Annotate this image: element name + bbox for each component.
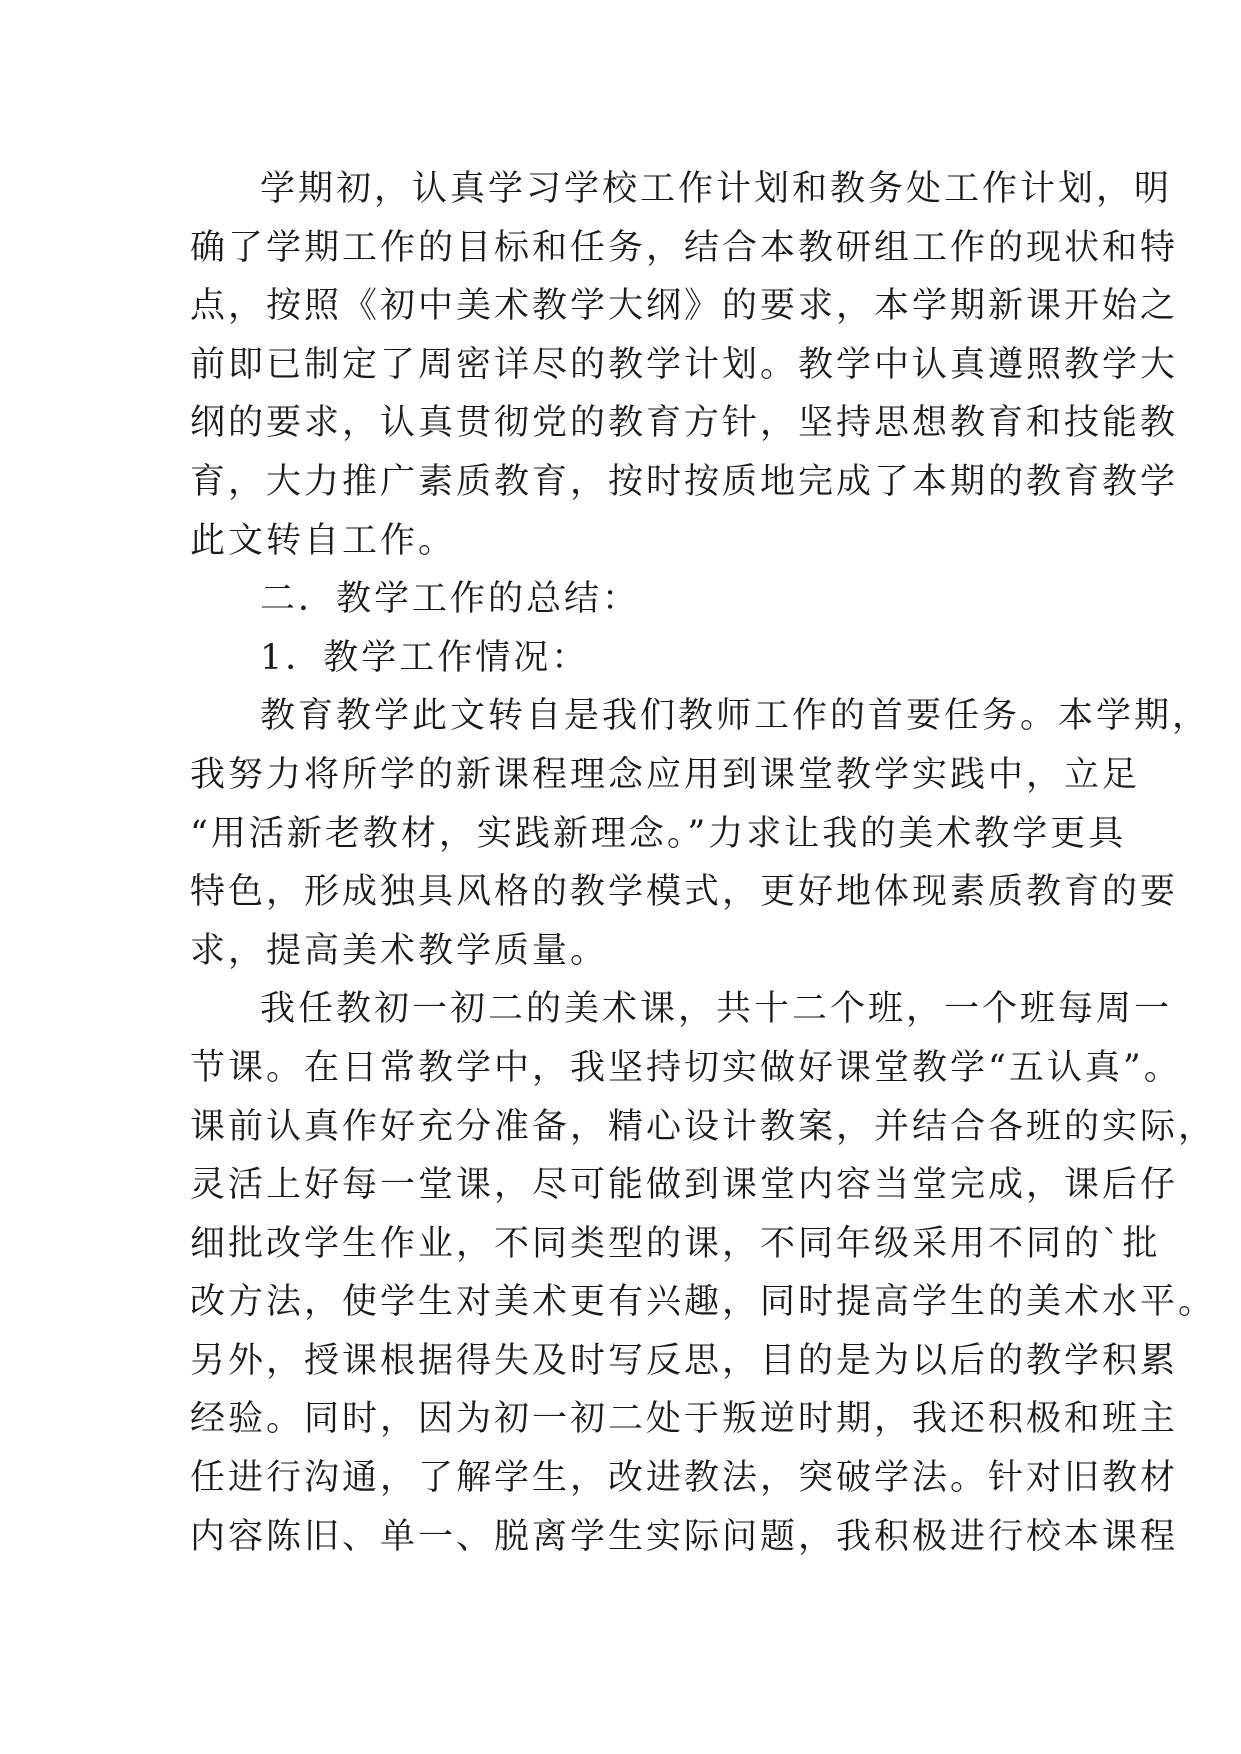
text-line: 确了学期工作的目标和任务，结合本教研组工作的现状和特 bbox=[190, 227, 1179, 268]
document-body bbox=[190, 160, 1217, 1566]
subsection-heading: 1．教学工作情况： bbox=[260, 637, 590, 678]
text-line: 点，按照《初中美术教学大纲》的要求，本学期新课开始之 bbox=[190, 286, 1179, 327]
section-heading: 二．教学工作的总结： bbox=[260, 579, 641, 620]
text-line: 课前认真作好充分准备，精心设计教案，并结合各班的实际， bbox=[190, 1106, 1217, 1147]
text-line: 纲的要求，认真贯彻党的教育方针，坚持思想教育和技能教 bbox=[190, 403, 1179, 444]
text-line: 内容陈旧、单一、脱离学生实际问题，我积极进行校本课程 bbox=[190, 1516, 1179, 1557]
text-line: 学期初，认真学习学校工作计划和教务处工作计划，明 bbox=[260, 169, 1173, 209]
text-line: 前即已制定了周密详尽的教学计划。教学中认真遵照教学大 bbox=[190, 344, 1179, 385]
text-line: 任进行沟通，了解学生，改进教法，突破学法。针对旧教材 bbox=[190, 1458, 1179, 1499]
text-line: 教育教学此文转自是我们教师工作的首要任务。本学期， bbox=[260, 696, 1211, 737]
text-line: 另外，授课根据得失及时写反思，目的是为以后的教学积累 bbox=[190, 1340, 1179, 1381]
text-line: “用活新老教材，实践新理念。”力求让我的美术教学更具 bbox=[190, 813, 1127, 854]
text-line: 我努力将所学的新课程理念应用到课堂教学实践中，立足 bbox=[190, 754, 1141, 795]
text-line: 育，大力推广素质教育，按时按质地完成了本期的教育教学 bbox=[190, 461, 1179, 502]
text-line: 经验。同时，因为初一初二处于叛逆时期，我还积极和班主 bbox=[190, 1399, 1179, 1440]
text-line: 细批改学生作业，不同类型的课，不同年级采用不同的`批 bbox=[190, 1223, 1161, 1264]
text-line: 改方法，使学生对美术更有兴趣，同时提高学生的美术水平。 bbox=[190, 1282, 1217, 1323]
text-line: 特色，形成独具风格的教学模式，更好地体现素质教育的要 bbox=[190, 872, 1179, 913]
text-line: 节课。在日常教学中，我坚持切实做好课堂教学“五认真”。 bbox=[190, 1047, 1182, 1088]
text-line: 灵活上好每一堂课，尽可能做到课堂内容当堂完成，课后仔 bbox=[190, 1165, 1179, 1206]
text-line: 求，提高美术教学质量。 bbox=[190, 930, 609, 971]
text-line: 我任教初一初二的美术课，共十二个班，一个班每周一 bbox=[260, 989, 1173, 1030]
text-line: 此文转自工作。 bbox=[190, 520, 457, 561]
